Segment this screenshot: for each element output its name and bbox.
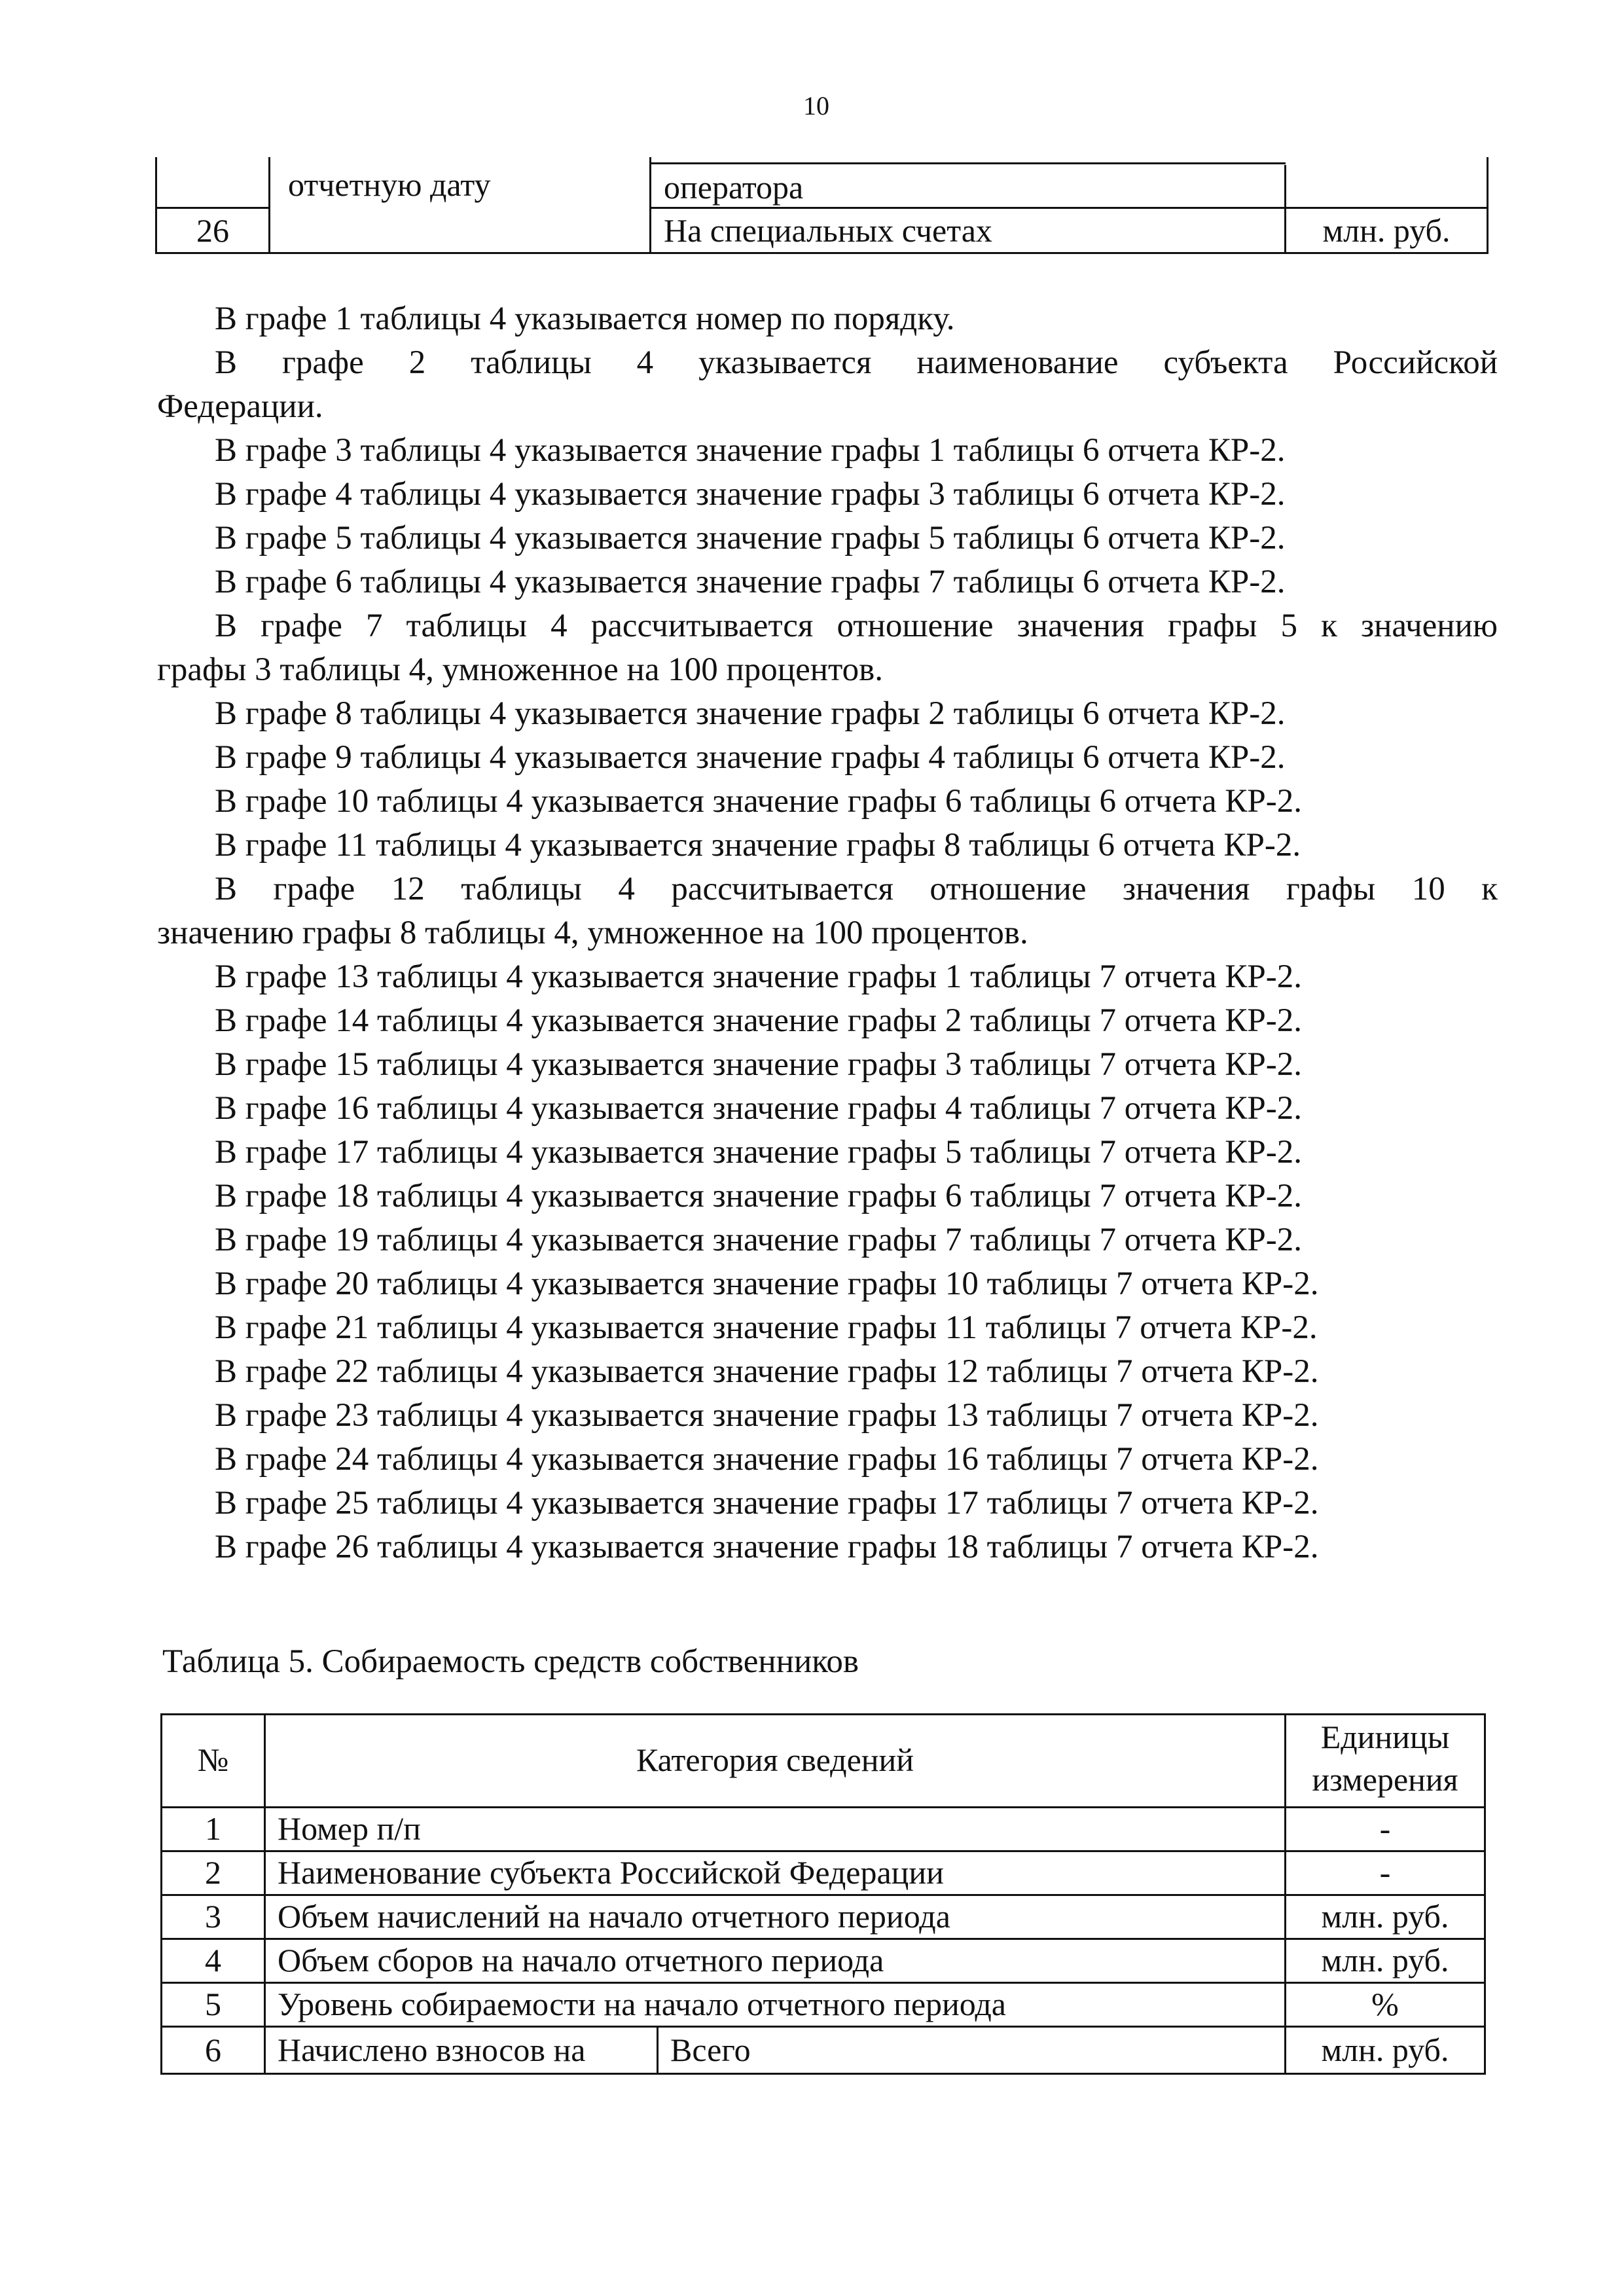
paragraph-line: В графе 24 таблицы 4 указывается значение графы 16 таблицы 7 отчета КР-2. xyxy=(215,1441,1319,1478)
table-row-unit: млн. руб. xyxy=(1321,1898,1449,1935)
paragraph-line: В графе 25 таблицы 4 указывается значение графы 17 таблицы 7 отчета КР-2. xyxy=(215,1485,1319,1522)
table-cell: отчетную дату xyxy=(288,166,491,203)
paragraph-line: В графе 3 таблицы 4 указывается значение графы 1 таблицы 6 отчета КР-2. xyxy=(215,432,1286,469)
header-num: № xyxy=(197,1741,229,1778)
table-border xyxy=(160,1982,1486,1984)
paragraph-line: В графе 8 таблицы 4 указывается значение графы 2 таблицы 6 отчета КР-2. xyxy=(215,695,1286,732)
paragraph-line: В графе 23 таблицы 4 указывается значение графы 13 таблицы 7 отчета КР-2. xyxy=(215,1397,1319,1434)
table-border xyxy=(160,2026,1486,2028)
table-border xyxy=(160,1806,1486,1808)
paragraph-line: В графе 26 таблицы 4 указывается значение графы 18 таблицы 7 отчета КР-2. xyxy=(215,1529,1319,1565)
paragraph-line: В графе 16 таблицы 4 указывается значение графы 4 таблицы 7 отчета КР-2. xyxy=(215,1090,1303,1127)
table-row-num: 6 xyxy=(205,2032,221,2068)
paragraph-line: В графе 12 таблицы 4 рассчитывается отношение значения графы 10 к xyxy=(215,871,1498,907)
table-row-category: Наименование субъекта Российской Федерации xyxy=(278,1854,944,1891)
paragraph-line: В графе 1 таблицы 4 указывается номер по порядку. xyxy=(215,301,955,337)
paragraph-line: В графе 20 таблицы 4 указывается значение графы 10 таблицы 7 отчета КР-2. xyxy=(215,1266,1319,1302)
table-border xyxy=(160,2073,1486,2075)
table-border xyxy=(160,1938,1486,1940)
header-unit-line2: измерения xyxy=(1312,1761,1458,1798)
paragraph-line: значению графы 8 таблицы 4, умноженное на 100 процентов. xyxy=(157,915,1028,951)
table-row-unit: - xyxy=(1379,1854,1391,1891)
paragraph-line: графы 3 таблицы 4, умноженное на 100 процентов. xyxy=(157,651,883,688)
table-row-category: Уровень собираемости на начало отчетного периода xyxy=(278,1986,1006,2022)
table-border xyxy=(160,1850,1486,1852)
table-row-subcategory: Всего xyxy=(670,2032,751,2068)
paragraph-line: В графе 13 таблицы 4 указывается значение графы 1 таблицы 7 отчета КР-2. xyxy=(215,958,1303,995)
table-row-unit: - xyxy=(1379,1810,1391,1847)
table-border xyxy=(649,162,1286,164)
header-category: Категория сведений xyxy=(636,1741,914,1778)
paragraph-line: В графе 14 таблицы 4 указывается значение графы 2 таблицы 7 отчета КР-2. xyxy=(215,1002,1303,1039)
table-row-category: Начислено взносов на xyxy=(278,2032,586,2068)
table-border xyxy=(155,252,1489,254)
paragraph-line: В графе 11 таблицы 4 указывается значение графы 8 таблицы 6 отчета КР-2. xyxy=(215,827,1301,864)
paragraph-line: В графе 4 таблицы 4 указывается значение графы 3 таблицы 6 отчета КР-2. xyxy=(215,476,1286,513)
table-row-num: 3 xyxy=(205,1898,221,1935)
table-cell: млн. руб. xyxy=(1322,212,1451,249)
table-cell: На специальных счетах xyxy=(664,212,992,249)
table-row-category: Объем сборов на начало отчетного периода xyxy=(278,1942,884,1978)
paragraph-line: В графе 2 таблицы 4 указывается наименование субъекта Российской xyxy=(215,344,1498,381)
table-row-num: 4 xyxy=(205,1942,221,1978)
header-unit-line1: Единицы xyxy=(1320,1719,1450,1755)
paragraph-line: В графе 7 таблицы 4 рассчитывается отношение значения графы 5 к значению xyxy=(215,608,1498,644)
table-row-num: 5 xyxy=(205,1986,221,2022)
paragraph-line: В графе 9 таблицы 4 указывается значение графы 4 таблицы 6 отчета КР-2. xyxy=(215,739,1286,776)
table-border xyxy=(649,157,651,254)
paragraph-line: В графе 19 таблицы 4 указывается значение графы 7 таблицы 7 отчета КР-2. xyxy=(215,1222,1303,1258)
table-cell: оператора xyxy=(664,169,804,206)
table-border xyxy=(160,1713,1486,1715)
paragraph-line: В графе 10 таблицы 4 указывается значение графы 6 таблицы 6 отчета КР-2. xyxy=(215,783,1303,820)
table-row-unit: млн. руб. xyxy=(1321,1942,1449,1978)
table-border xyxy=(155,207,270,209)
table-border xyxy=(649,207,1489,209)
paragraph-line: Федерации. xyxy=(157,388,323,425)
paragraph-line: В графе 21 таблицы 4 указывается значение графы 11 таблицы 7 отчета КР-2. xyxy=(215,1309,1318,1346)
paragraph-line: В графе 5 таблицы 4 указывается значение графы 5 таблицы 6 отчета КР-2. xyxy=(215,520,1286,556)
paragraph-line: В графе 17 таблицы 4 указывается значение графы 5 таблицы 7 отчета КР-2. xyxy=(215,1134,1303,1171)
page-number: 10 xyxy=(803,91,829,120)
table-border xyxy=(160,1894,1486,1896)
table-caption: Таблица 5. Собираемость средств собственников xyxy=(162,1643,859,1680)
paragraph-line: В графе 22 таблицы 4 указывается значение графы 12 таблицы 7 отчета КР-2. xyxy=(215,1353,1319,1390)
table-row-unit: % xyxy=(1371,1986,1399,2022)
table-border xyxy=(657,2026,659,2075)
paragraph-line: В графе 6 таблицы 4 указывается значение графы 7 таблицы 6 отчета КР-2. xyxy=(215,564,1286,600)
table-border xyxy=(1487,157,1489,254)
paragraph-line: В графе 18 таблицы 4 указывается значение графы 6 таблицы 7 отчета КР-2. xyxy=(215,1178,1303,1214)
paragraph-line: В графе 15 таблицы 4 указывается значение графы 3 таблицы 7 отчета КР-2. xyxy=(215,1046,1303,1083)
table-cell: 26 xyxy=(196,212,229,249)
table-row-unit: млн. руб. xyxy=(1321,2032,1449,2068)
table-row-num: 2 xyxy=(205,1854,221,1891)
table-border xyxy=(268,157,270,254)
table-border xyxy=(1484,1713,1486,2075)
table-row-category: Номер п/п xyxy=(278,1810,421,1847)
table-row-num: 1 xyxy=(205,1810,221,1847)
table-row-category: Объем начислений на начало отчетного периода xyxy=(278,1898,950,1935)
